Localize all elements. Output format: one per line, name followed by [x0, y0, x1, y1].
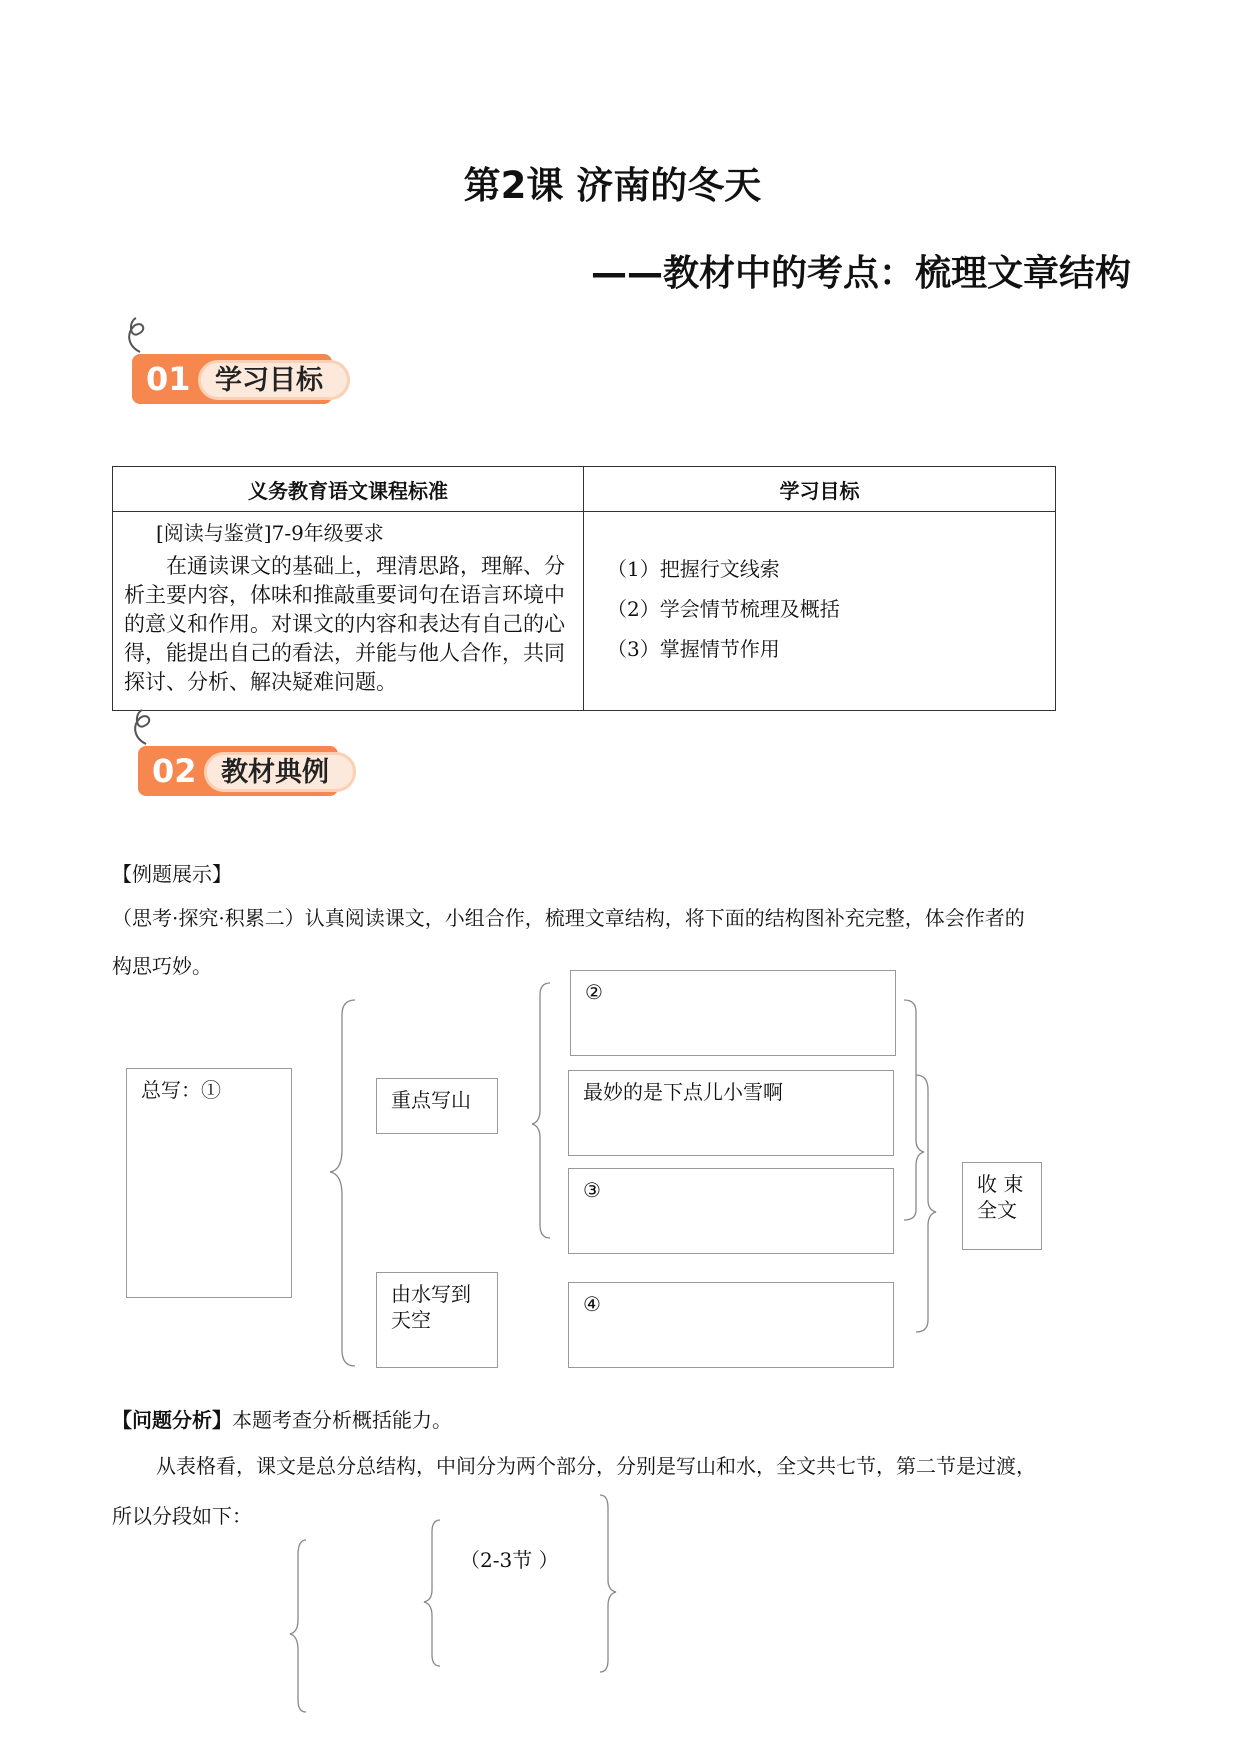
- box-4: [568, 1282, 894, 1368]
- box-4-label: ④: [583, 1292, 601, 1316]
- page-title: 第2课 济南的冬天: [463, 164, 762, 207]
- box-3: [568, 1168, 894, 1254]
- analysis-line1: 从表格看，课文是总分总结构，中间分为两个部分，分别是写山和水，全文共七节，第二节是过渡，: [156, 1454, 1036, 1478]
- example-heading: 【例题展示】: [112, 862, 232, 886]
- standard-body: 在通读课文的基础上，理清思路，理解、分析主要内容，体味和推敲重要词句在语言环境中的意义和作用。对课文的内容和表达有自己的心得，能提出自己的看法，并能与他人合作，共同探讨、分析、解决疑难问题。: [124, 554, 565, 694]
- analysis-paragraph-heading: [112, 1404, 452, 1433]
- box-shoushu-line1: 收 束: [977, 1172, 1024, 1196]
- example-question-line2: 构思巧妙。: [112, 954, 212, 978]
- analysis-section-label: （2-3节 ）: [460, 1548, 559, 1572]
- box-zong-xie: [126, 1068, 292, 1298]
- standard-subtitle: [阅读与鉴赏]7-9年级要求: [156, 521, 384, 545]
- box-2-label: ②: [585, 980, 603, 1004]
- box-zong-xie-label: 总写：①: [141, 1078, 221, 1102]
- box-miao-label: 最妙的是下点儿小雪啊: [583, 1080, 783, 1104]
- box-2: [570, 970, 896, 1056]
- box-shui-line2: 天空: [391, 1308, 431, 1332]
- box-miao: [568, 1070, 894, 1156]
- badge-number: 02: [152, 752, 197, 790]
- box-zhongdian-label: 重点写山: [391, 1088, 471, 1112]
- box-zhongdian: [376, 1078, 498, 1134]
- box-3-label: ③: [583, 1178, 601, 1202]
- page-subtitle: ——教材中的考点：梳理文章结构: [590, 253, 1131, 294]
- box-shui: [376, 1272, 498, 1368]
- goal-item: （3）掌握情节作用: [607, 637, 780, 661]
- box-shoushu-line2: 全文: [977, 1198, 1017, 1222]
- box-shui-line1: 由水写到: [391, 1282, 471, 1306]
- example-question-line1: （思考·探究·积累二）认真阅读课文，小组合作，梳理文章结构，将下面的结构图补充完整，体会作者的: [112, 906, 1025, 930]
- analysis-heading-rest: 本题考查分析概括能力。: [232, 1408, 452, 1432]
- goal-item: （1）把握行文线索: [607, 557, 780, 581]
- box-shoushu: [962, 1162, 1042, 1250]
- badge-number: 01: [146, 360, 191, 398]
- badge-label: 教材典例: [221, 757, 329, 788]
- table-header-goals: 学习目标: [584, 467, 1056, 512]
- badge-label: 学习目标: [215, 365, 323, 396]
- analysis-heading: 【问题分析】: [112, 1408, 232, 1432]
- analysis-line2: 所以分段如下：: [112, 1504, 252, 1528]
- goal-item: （2）学会情节梳理及概括: [607, 597, 840, 621]
- table-header-standard: 义务教育语文课程标准: [113, 467, 584, 512]
